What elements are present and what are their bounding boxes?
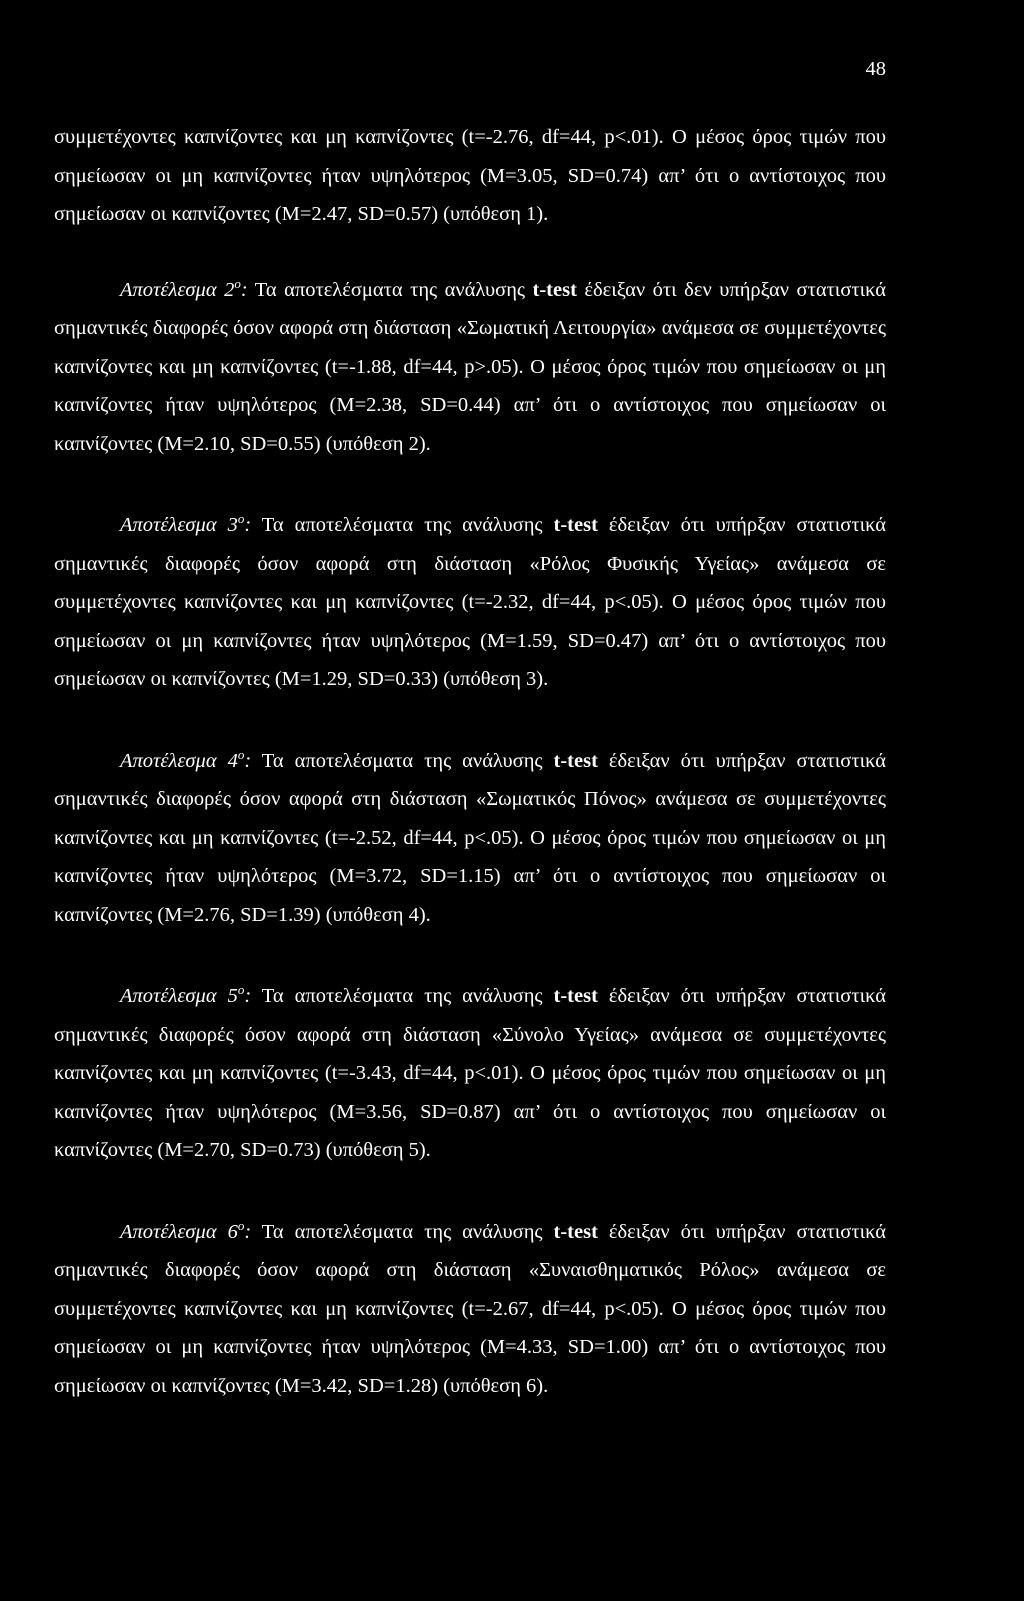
document-body: [54, 118, 886, 1448]
test-name: t-test: [553, 985, 598, 1007]
result-label: Αποτέλεσμα $4^o$:: [120, 746, 252, 772]
test-name: t-test: [553, 1220, 598, 1243]
result-paragraph-6: Αποτέλεσμα $6^o$: Τα αποτελέσματα της ανάλυσης t-test έδειξαν ότι υπήρξαν στατιστικά σημαντικές διαφορές όσον αφορά στη διάσταση «Συναισθηματικός Ρόλος» ανάμεσα σε συμμετέχοντες καπνίζοντες και μη καπνίζοντες (t=-2.67, df=44, p<.05). Ο μέσος όρος τιμών που σημείωσαν οι μη καπνίζοντες ήταν υψηλότερος (M=4.33, SD=1.00) απ’ ότι ο αντίστοιχος που σημείωσαν οι καπνίζοντες (M=3.42, SD=1.28) (υπόθεση 6).: [54, 1217, 886, 1397]
result-paragraph-3: Αποτέλεσμα $3^o$: Τα αποτελέσματα της ανάλυσης t-test έδειξαν ότι υπήρξαν στατιστικά σημαντικές διαφορές όσον αφορά στη διάσταση «Ρόλος Φυσικής Υγείας» ανάμεσα σε συμμετέχοντες καπνίζοντες και μη καπνίζοντες (t=-2.32, df=44, p<.05). Ο μέσος όρος τιμών που σημείωσαν οι μη καπνίζοντες ήταν υψηλότερος (M=1.59, SD=0.47) απ’ ότι ο αντίστοιχος που σημείωσαν οι καπνίζοντες (M=1.29, SD=0.33) (υπόθεση 3).: [54, 511, 886, 690]
result-label: Αποτέλεσμα $3^o$:: [120, 511, 252, 536]
result-label: Αποτέλεσμα $6^o$:: [120, 1217, 252, 1243]
intro-paragraph: συμμετέχοντες καπνίζοντες και μη καπνίζοντες (t=-2.76, df=44, p<.01). Ο μέσος όρος τιμών που σημείωσαν οι μη καπνίζοντες ήταν υψηλότερος (M=3.05, SD=0.74) απ’ ότι ο αντίστοιχος που σημείωσαν οι καπνίζοντες (M=2.47, SD=0.57) (υπόθεση 1).: [54, 126, 886, 225]
page-number: 48: [865, 58, 886, 80]
result-label: Αποτέλεσμα $5^o$:: [120, 982, 252, 1007]
result-label: Αποτέλεσμα $2^o$:: [120, 275, 248, 301]
result-paragraph-5: Αποτέλεσμα $5^o$: Τα αποτελέσματα της ανάλυσης t-test έδειξαν ότι υπήρξαν στατιστικά σημαντικές διαφορές όσον αφορά στη διάσταση «Σύνολο Υγείας» ανάμεσα σε συμμετέχοντες καπνίζοντες και μη καπνίζοντες (t=-3.43, df=44, p<.01). Ο μέσος όρος τιμών που σημείωσαν οι μη καπνίζοντες ήταν υψηλότερος (M=3.56, SD=0.87) απ’ ότι ο αντίστοιχος που σημείωσαν οι καπνίζοντες (M=2.70, SD=0.73) (υπόθεση 5).: [54, 982, 886, 1161]
test-name: t-test: [553, 749, 598, 772]
result-paragraph-4: Αποτέλεσμα $4^o$: Τα αποτελέσματα της ανάλυσης t-test έδειξαν ότι υπήρξαν στατιστικά σημαντικές διαφορές όσον αφορά στη διάσταση «Σωματικός Πόνος» ανάμεσα σε συμμετέχοντες καπνίζοντες και μη καπνίζοντες (t=-2.52, df=44, p<.05). Ο μέσος όρος τιμών που σημείωσαν οι μη καπνίζοντες ήταν υψηλότερος (M=3.72, SD=1.15) απ’ ότι ο αντίστοιχος που σημείωσαν οι καπνίζοντες (M=2.76, SD=1.39) (υπόθεση 4).: [54, 746, 886, 926]
test-name: t-test: [532, 278, 577, 301]
test-name: t-test: [553, 514, 598, 536]
result-paragraph-2: Αποτέλεσμα $2^o$: Τα αποτελέσματα της ανάλυσης t-test έδειξαν ότι δεν υπήρξαν στατιστικά σημαντικές διαφορές όσον αφορά στη διάσταση «Σωματική Λειτουργία» ανάμεσα σε συμμετέχοντες καπνίζοντες και μη καπνίζοντες (t=-1.88, df=44, p>.05). Ο μέσος όρος τιμών που σημείωσαν οι μη καπνίζοντες ήταν υψηλότερος (M=2.38, SD=0.44) απ’ ότι ο αντίστοιχος που σημείωσαν οι καπνίζοντες (M=2.10, SD=0.55) (υπόθεση 2).: [54, 275, 887, 455]
